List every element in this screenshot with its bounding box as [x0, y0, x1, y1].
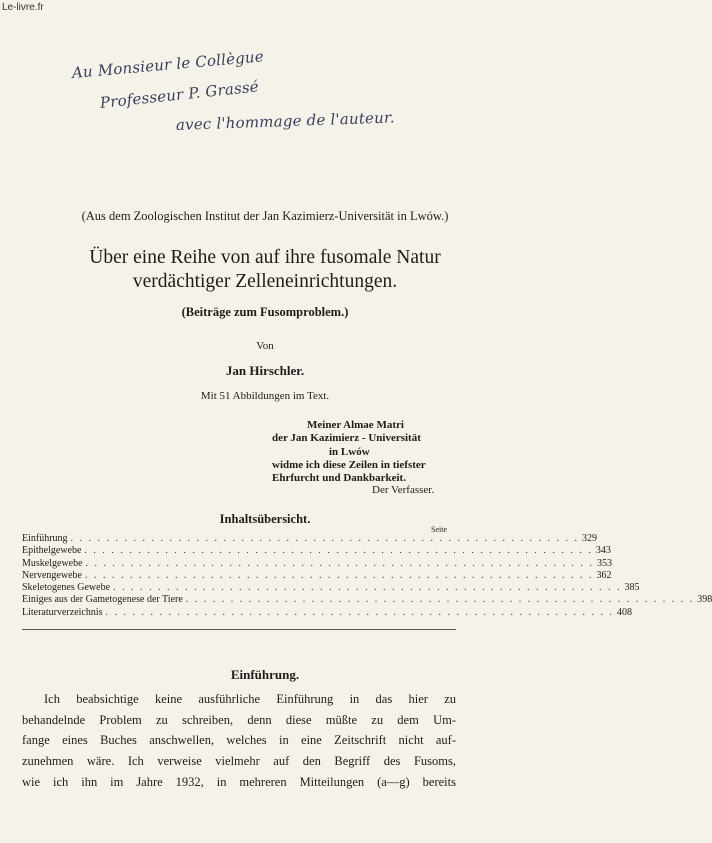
toc-entry-label: Muskelgewebe — [22, 557, 83, 569]
toc-leader-dots: . . . . . . . . . . . . . . . . . . . . . . . . . . . . . . . . . . . . . . . . . . . . . . . . . . . . . . . . . — [105, 606, 615, 618]
toc-row — [22, 569, 612, 582]
toc-leader-dots: . . . . . . . . . . . . . . . . . . . . . . . . . . . . . . . . . . . . . . . . . . . . . . . . . . . . . . . . . — [70, 533, 580, 544]
dedication-line: der Jan Kazimierz - Universität — [272, 432, 421, 444]
toc-entry-label: Literaturverzeichnis — [22, 606, 103, 618]
toc-entry-page: 385 — [624, 582, 640, 594]
toc-leader-dots: . . . . . . . . . . . . . . . . . . . . . . . . . . . . . . . . . . . . . . . . . . . . . . . . . . . . . . . . . — [84, 545, 593, 557]
toc-entry-page: 353 — [597, 557, 613, 569]
toc-row — [22, 557, 613, 570]
toc-entry-page: 398 — [697, 594, 712, 606]
toc-leader-dots: . . . . . . . . . . . . . . . . . . . . . . . . . . . . . . . . . . . . . . . . . . . . . . . . . . . . . . . . . — [185, 594, 695, 606]
paper-subtitle: (Beiträge zum Fusomproblem.) — [181, 305, 349, 319]
toc-heading: Inhaltsübersicht. — [219, 512, 311, 526]
paper-title-line-1: Über eine Reihe von auf ihre fusomale Natur — [89, 247, 441, 268]
handwritten-dedication-line-1: Au Monsieur le Collègue — [71, 47, 265, 82]
toc-leader-dots: . . . . . . . . . . . . . . . . . . . . . . . . . . . . . . . . . . . . . . . . . . . . . . . . . . . . . . . . . — [84, 569, 594, 581]
toc-entry-page: 343 — [595, 545, 611, 557]
toc-entry-label: Nervengewebe — [22, 569, 82, 581]
dedication-line: widme ich diese Zeilen in tiefster — [272, 459, 426, 471]
toc-entry-label: Skeletogenes Gewebe — [22, 582, 111, 594]
affiliation: (Aus dem Zoologischen Institut der Jan Kazimierz-Universität in Lwów.) — [81, 209, 449, 223]
toc-row — [22, 533, 598, 545]
author-name: Jan Hirschler. — [225, 363, 305, 378]
toc-leader-dots: . . . . . . . . . . . . . . . . . . . . . . . . . . . . . . . . . . . . . . . . . . . . . . . . . . . . . . . . . — [85, 557, 595, 569]
handwritten-dedication-line-3: avec l'hommage de l'auteur. — [175, 108, 395, 134]
dedication-line: in Lwów — [329, 446, 370, 458]
illustration-note: Mit 51 Abbildungen im Text. — [200, 390, 330, 402]
toc-entry-page: 329 — [582, 533, 598, 544]
body-paragraph — [22, 689, 456, 793]
handwritten-dedication-line-2: Professeur P. Grassé — [99, 77, 260, 112]
paper-title-line-2: verdächtiger Zelleneinrichtungen. — [132, 271, 398, 292]
body-line: Ich beabsichtige keine ausführliche Einführung in das hier zu — [44, 692, 456, 706]
dedication-line: Meiner Almae Matri — [307, 419, 404, 431]
toc-entry-label: Einiges aus der Gametogenese der Tiere — [22, 594, 183, 606]
toc-row — [22, 582, 640, 594]
body-line: behandelnde Problem zu schreiben, denn diese müßte zu dem Um- — [22, 712, 456, 727]
toc-row — [22, 594, 712, 606]
toc-divider — [22, 629, 456, 630]
toc-entry-page: 362 — [596, 569, 612, 581]
table-of-contents — [22, 533, 712, 619]
dedication-line: Ehrfurcht und Dankbarkeit. — [272, 472, 406, 484]
toc-row — [22, 545, 611, 557]
section-heading: Einführung. — [230, 667, 300, 682]
toc-leader-dots: . . . . . . . . . . . . . . . . . . . . . . . . . . . . . . . . . . . . . . . . . . . . . . . . . . . . . . . . . — [113, 582, 622, 594]
byline-von: Von — [256, 340, 274, 352]
corner-mark: Le-livre.fr — [2, 2, 44, 13]
body-line: zunehmen wäre. Ich verweise vielmehr auf den Begriff des Fusoms, — [22, 754, 456, 769]
dedication-signature: Der Verfasser. — [372, 484, 435, 496]
toc-entry-label: Einführung — [22, 533, 68, 544]
toc-row — [22, 606, 633, 619]
toc-entry-page: 408 — [617, 606, 633, 618]
toc-entry-label: Epithelgewebe — [22, 545, 82, 557]
body-line: fange eines Buches anschwellen, welches in eine Zeitschrift nicht auf- — [22, 733, 456, 748]
body-line: wie ich ihn im Jahre 1932, in mehreren Mitteilungen (a—g) bereits — [22, 774, 456, 789]
toc-page-column-label: Seite — [431, 525, 447, 534]
